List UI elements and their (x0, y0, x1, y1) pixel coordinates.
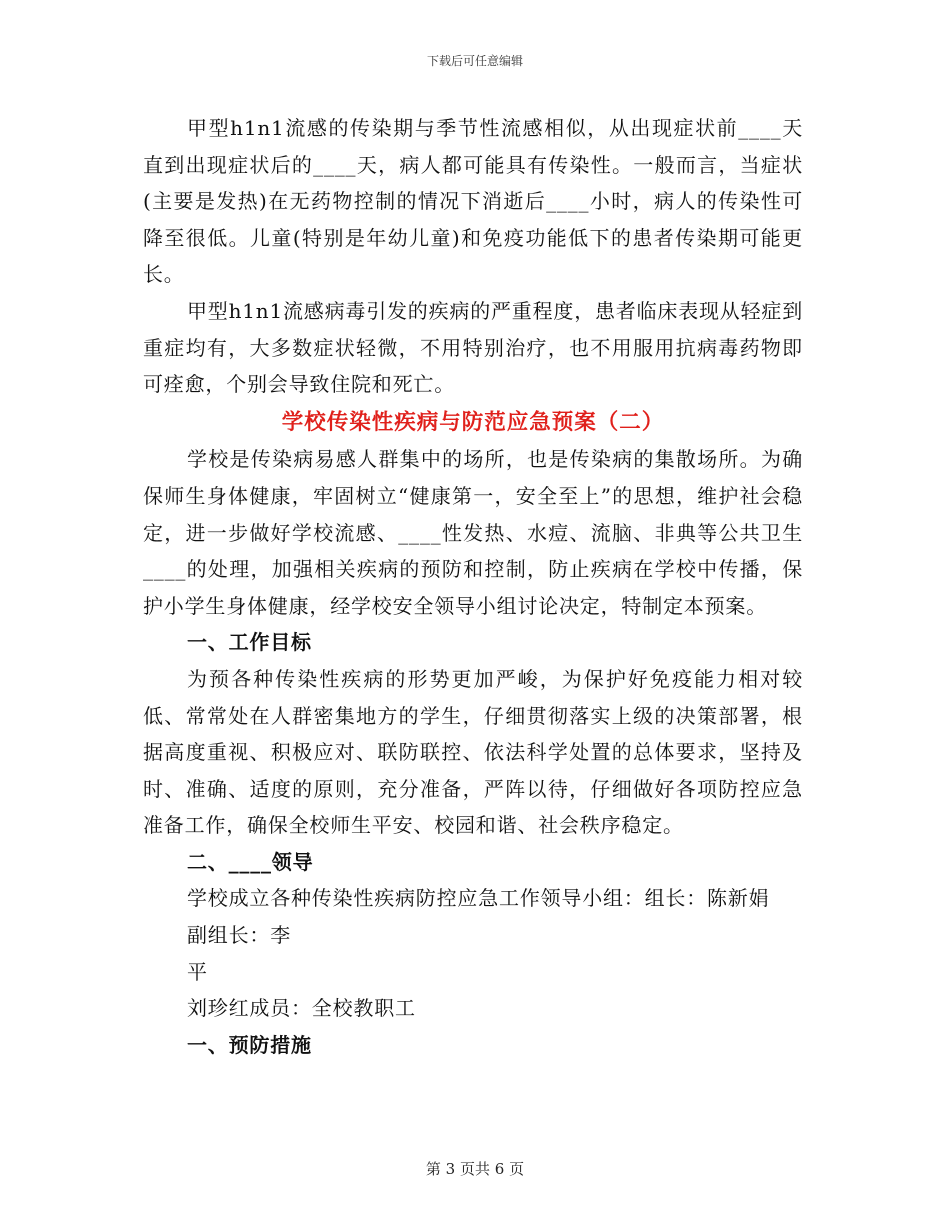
paragraph-intro: 学校是传染病易感人群集中的场所，也是传染病的集散场所。为确保师生身体健康，牢固树立“健康第一，安全至上”的思想，维护社会稳定，进一步做好学校流感、____性发热、水痘、流脑、非典等公共卫生____的处理，加强相关疾病的预防和控制，防止疾病在学校中传播，保护小学生身体健康，经学校安全领导小组讨论决定，特制定本预案。 (143, 447, 803, 618)
line-members: 刘珍红成员：全校教职工 (187, 996, 416, 1021)
line-deputy-name-cont: 平 (187, 959, 208, 984)
page-header: 下载后可任意编辑 (426, 54, 523, 68)
section-title: 学校传染性疾病与防范应急预案（二） (281, 409, 665, 435)
heading-prevention: 一、预防措施 (187, 1032, 312, 1057)
paragraph-severity: 甲型h1n1流感病毒引发的疾病的严重程度，患者临床表现从轻症到重症均有，大多数症状轻微，不用特别治疗，也不用服用抗病毒药物即可痊愈，个别会导致住院和死亡。 (143, 298, 804, 397)
line-deputy-leader: 副组长：李 (187, 923, 291, 948)
heading-work-goals: 一、工作目标 (187, 630, 312, 655)
paragraph-work-goals: 为预各种传染性疾病的形势更加严峻，为保护好免疫能力相对较低、常常处在人群密集地方的学生，仔细贯彻落实上级的决策部署，根据高度重视、积极应对、联防联控、依法科学处置的总体要求，坚持及时、准确、适度的原则，充分准备，严阵以待，仔细做好各项防控应急准备工作，确保全校师生平安、校园和谐、社会秩序稳定。 (143, 666, 803, 838)
heading-leadership: 二、____领导 (187, 849, 314, 874)
paragraph-transmission-period: 甲型h1n1流感的传染期与季节性流感相似，从出现症状前____天直到出现症状后的____天，病人都可能具有传染性。一般而言，当症状(主要是发热)在无药物控制的情况下消逝后____小时，病人的传染性可降至很低。儿童(特别是年幼儿童)和免疫功能低下的患者传染期可能更长。 (143, 116, 803, 287)
line-leadership-group: 学校成立各种传染性疾病防控应急工作领导小组：组长：陈新娟 (187, 886, 770, 911)
page-footer: 第 3 页共 6 页 (425, 1160, 525, 1178)
document-body (143, 110, 803, 1063)
